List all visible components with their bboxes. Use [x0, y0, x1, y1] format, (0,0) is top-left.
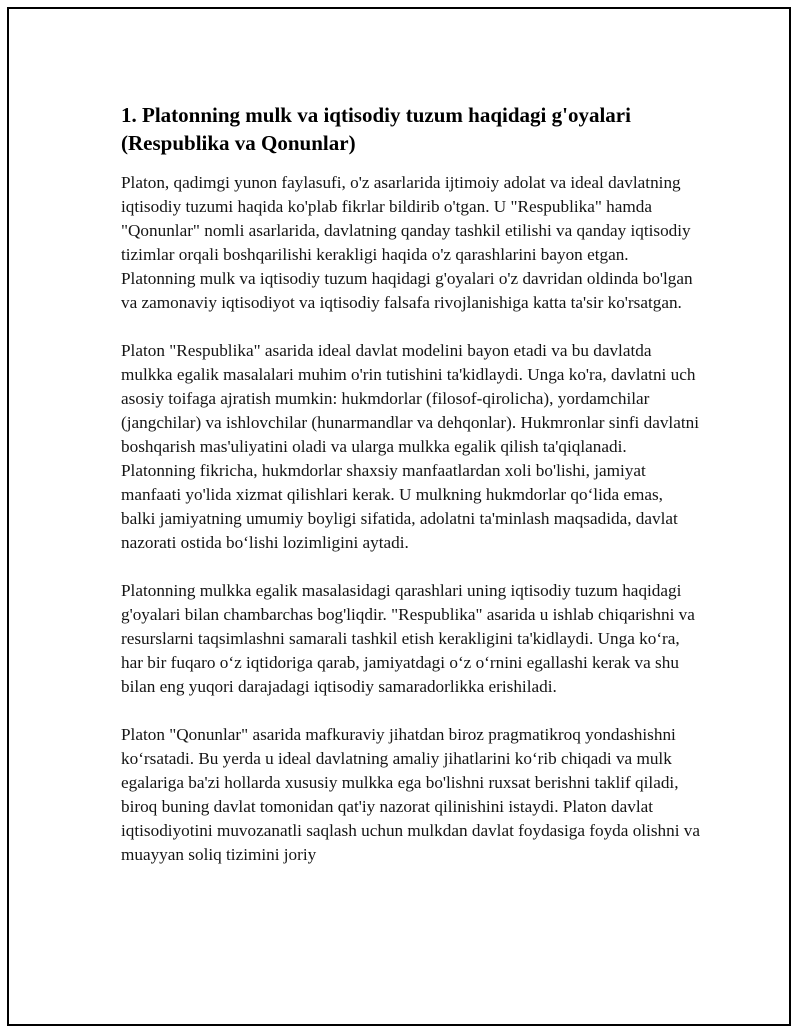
document-title: 1. Platonning mulk va iqtisodiy tuzum haqidagi g'oyalari (Respublika va Qonunlar)	[121, 103, 631, 155]
paragraph-respublika: Platon "Respublika" asarida ideal davlat modelini bayon etadi va bu davlatda mulkka egalik masalalari muhim o'rin tutishini ta'kidlaydi. Unga ko'ra, davlatni uch asosiy toifaga ajratish mumkin: hukmdorlar (filosof-qirolicha), yordamchilar (jangchilar) va ishlovchilar (hunarmandlar va dehqonlar). Hukmronlar sinfi davlatni boshqarish mas'uliyatini oladi va ularga mulkka egalik qilish ta'qiqlanadi. Platonning fikricha, hukmdorlar shaxsiy manfaatlardan xoli bo'lishi, jamiyat manfaati yo'lida xizmat qilishlari kerak. U mulkning hukmdorlar qo‘lida emas, balki jamiyatning umumiy boyligi sifatida, adolatni ta'minlash maqsadida, davlat nazorati ostida bo‘lishi lozimligini aytadi.	[121, 341, 699, 552]
document-body	[121, 101, 701, 891]
page-frame	[7, 7, 791, 1026]
paragraph-qonunlar: Platon "Qonunlar" asarida mafkuraviy jihatdan biroz pragmatikroq yondashishni ko‘rsatadi. Bu yerda u ideal davlatning amaliy jihatlarini ko‘rib chiqadi va mulk egalariga ba'zi hollarda xususiy mulkka ega bo'lishni ruxsat berishni taklif qiladi, biroq buning davlat tomonidan qat'iy nazorat qilinishini istaydi. Platon davlat iqtisodiyotini muvozanatli saqlash uchun mulkdan davlat foydasiga foyda olishni va muayyan soliq tizimini joriy	[121, 725, 701, 864]
paragraph-intro: Platon, qadimgi yunon faylasufi, o'z asarlarida ijtimoiy adolat va ideal davlatning iqtisodiy tuzumi haqida ko'plab fikrlar bildirib o'tgan. U "Respublika" hamda "Qonunlar" nomli asarlarida, davlatning qanday tashkil etilishi va qanday iqtisodiy tizimlar orqali boshqarilishi kerakligi haqida o'z qarashlarini bayon etgan. Platonning mulk va iqtisodiy tuzum haqidagi g'oyalari o'z davridan oldinda bo'lgan va zamonaviy iqtisodiyot va iqtisodiy falsafa rivojlanishiga katta ta'sir ko'rsatgan.	[121, 173, 693, 312]
paragraph-economic-order: Platonning mulkka egalik masalasidagi qarashlari uning iqtisodiy tuzum haqidagi g'oyalari bilan chambarchas bog'liqdir. "Respublika" asarida u ishlab chiqarishni va resurslarni taqsimlashni samarali tashkil etish kerakligini ta'kidlaydi. Unga ko‘ra, har bir fuqaro o‘z iqtidoriga qarab, jamiyatdagi o‘z o‘rnini egallashi kerak va shu bilan eng yuqori darajadagi iqtisodiy samaradorlikka erishiladi.	[121, 581, 695, 696]
